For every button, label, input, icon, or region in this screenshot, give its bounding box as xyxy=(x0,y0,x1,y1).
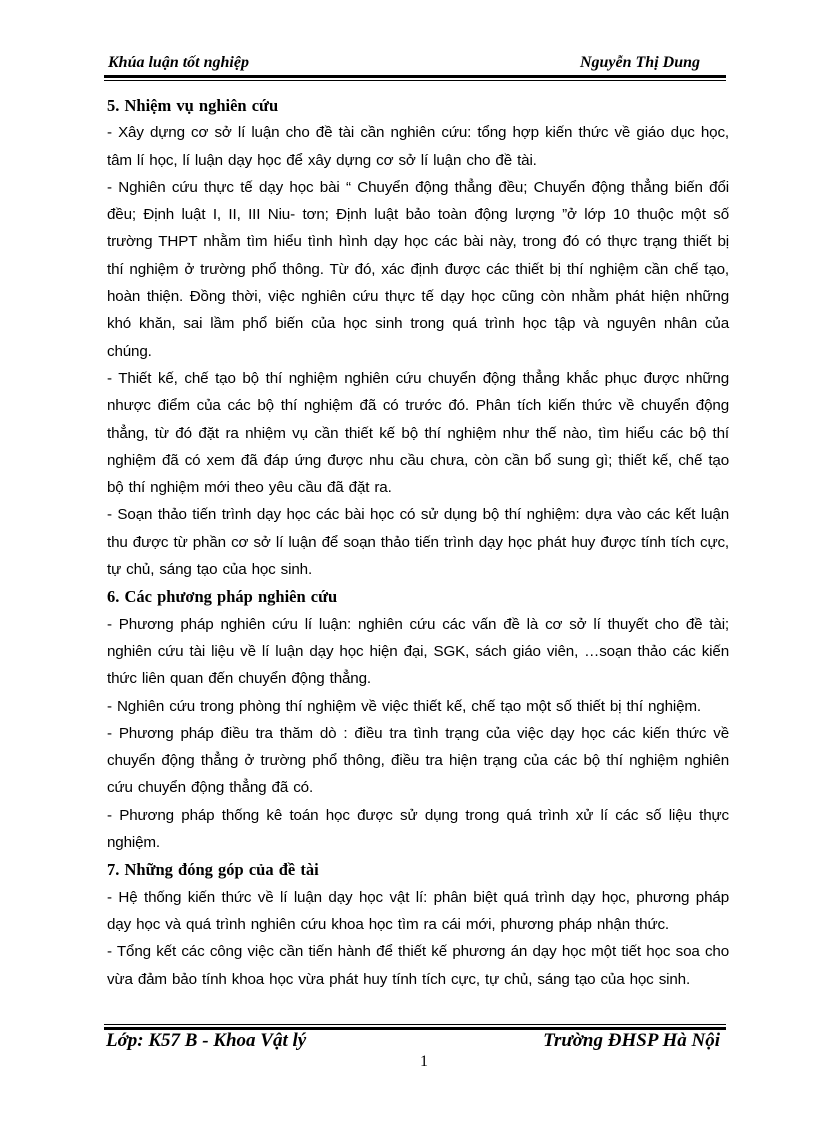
paragraph: - Tổng kết các công việc cần tiến hành để thiết kế phương án dạy học một tiết học soa cho vừa đảm bảo tính khoa học vừa phát huy tính tích cực, tự chủ, sáng tạo của học sinh. xyxy=(107,943,729,988)
header-thesis-title: Khúa luận tốt nghiệp xyxy=(108,54,249,71)
paragraph: - Phương pháp thống kê toán học được sử dụng trong quá trình xử lí các số liệu thực nghiệm. xyxy=(107,806,729,852)
page-number: 1 xyxy=(420,1053,428,1070)
section-heading: 5. Nhiệm vụ nghiên cứu xyxy=(107,96,279,115)
paragraph: - Thiết kế, chế tạo bộ thí nghiệm nghiên cứu chuyển động thẳng khắc phục được những nhược điểm của các bộ thí nghiệm đã có trước đó. Phân tích kiến thức về chuyển động thẳng, từ đó đặt ra nhiệm vụ cần thiết kế bộ thí nghiệm như thế nào, tìm hiểu các bộ thí nghiệm đã có xem đã đáp ứng được nhu cầu chưa, còn cần bổ sung gì; thiết kế, chế tạo bộ thí nghiệm mới theo yêu cầu đã đặt ra. xyxy=(107,369,729,497)
page-header xyxy=(104,50,726,76)
paragraph: - Hệ thống kiến thức về lí luận dạy học vật lí: phân biệt quá trình dạy học, phương pháp dạy học và quá trình nghiên cứu khoa học tìm ra cái mới, phương pháp nhận thức. xyxy=(107,888,729,933)
footer-class-department: Lớp: K57 B - Khoa Vật lý xyxy=(106,1030,307,1051)
paragraph: - Nghiên cứu trong phòng thí nghiệm về việc thiết kế, chế tạo một số thiết bị thí nghiệm. xyxy=(107,697,701,715)
footer-rule-thin xyxy=(104,1024,726,1025)
body-text xyxy=(107,92,729,993)
section-heading: 6. Các phương pháp nghiên cứu xyxy=(107,587,338,607)
paragraph: - Nghiên cứu thực tế dạy học bài “ Chuyển động thẳng đều; Chuyển động thẳng biến đổi đều; Định luật I, II, III Niu- tơn; Định luật bảo toàn động lượng ”ở lớp 10 thuộc một số trường THPT nhằm tìm hiểu tình hình dạy học các bài này, trong đó có thực trạng thiết bị thí nghiệm ở trường phổ thông. Từ đó, xác định được các thiết bị thí nghiệm cần chế tạo, hoàn thiện. Đồng thời, việc nghiên cứu thực tế dạy học cũng còn nhằm phát hiện những khó khăn, sai lầm phổ biến của học sinh trong quá trình học tập và nguyên nhân của chúng. xyxy=(107,178,729,360)
paragraph: - Xây dựng cơ sở lí luận cho đề tài cần nghiên cứu: tổng hợp kiến thức về giáo dục học, tâm lí học, lí luận dạy học để xây dựng cơ sở lí luận cho đề tài. xyxy=(107,124,729,169)
footer-university: Trường ĐHSP Hà Nội xyxy=(543,1030,720,1051)
paragraph: - Phương pháp điều tra thăm dò : điều tra tình trạng của việc dạy học các kiến thức về chuyển động thẳng ở trường phổ thông, điều tra hiện trạng của các bộ thí nghiệm nghiên cứu chuyển động thẳng đã có. xyxy=(107,724,729,797)
header-rule-thick xyxy=(104,75,726,78)
section-contributions xyxy=(107,856,729,992)
paragraph: - Phương pháp nghiên cứu lí luận: nghiên cứu các vấn đề là cơ sở lí thuyết cho đề tài; nghiên cứu tài liệu về lí luận dạy học hiện đại, SGK, sách giáo viên, …soạn thảo các kiến thức liên quan đến chuyển động thẳng. xyxy=(107,615,729,688)
paragraph: - Soạn thảo tiến trình dạy học các bài học có sử dụng bộ thí nghiệm: dựa vào các kết luận thu được từ phần cơ sở lí luận để soạn thảo tiến trình dạy học phát huy được tính tích cực, tự chủ, sáng tạo của học sinh. xyxy=(107,506,729,579)
header-rule-thin xyxy=(104,80,726,81)
header-author-name: Nguyễn Thị Dung xyxy=(579,54,700,71)
section-research-tasks xyxy=(107,92,729,583)
section-heading: 7. Những đóng góp của đề tài xyxy=(107,860,319,880)
section-research-methods xyxy=(107,583,729,856)
